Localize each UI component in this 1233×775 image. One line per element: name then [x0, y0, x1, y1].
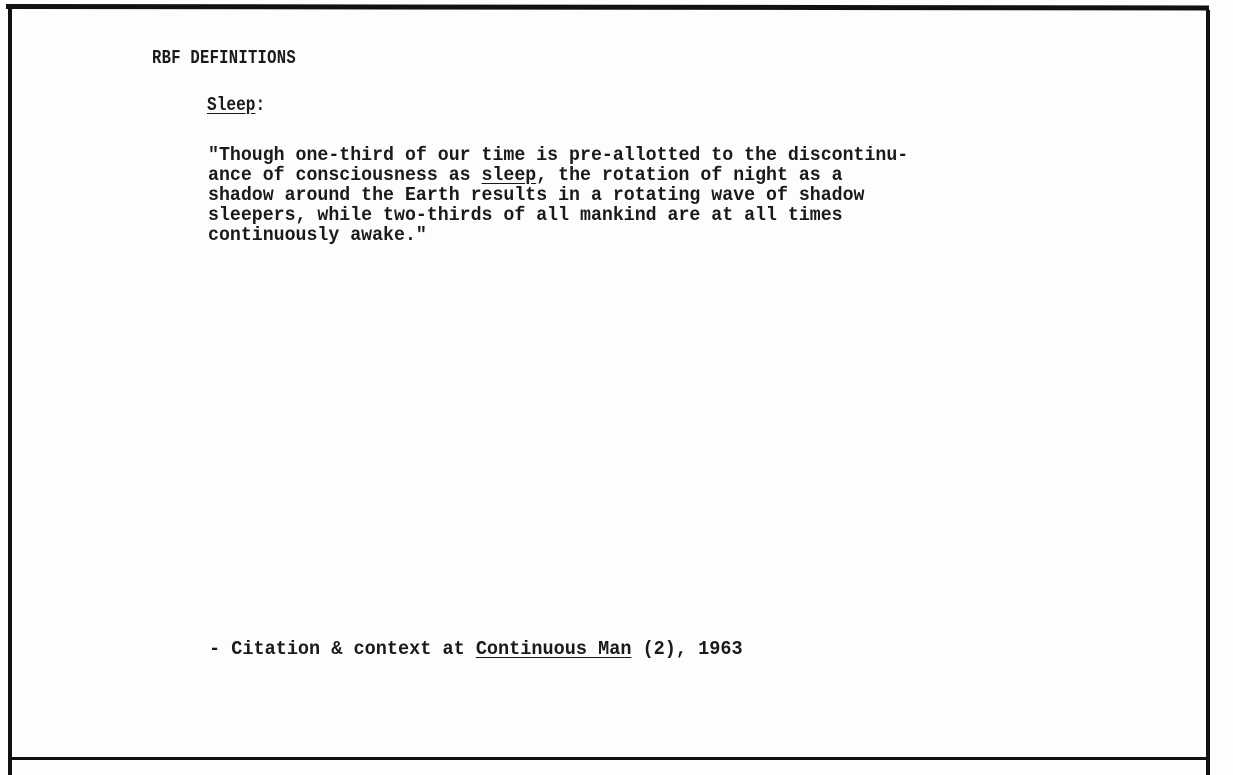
card-border-right	[1206, 10, 1210, 775]
defined-term	[207, 94, 265, 116]
citation-suffix: (2), 1963	[631, 638, 743, 660]
quote-line-2-pre: ance of consciousness as	[208, 164, 482, 186]
card-border-bottom	[8, 757, 1210, 760]
quote-highlight-term: sleep	[481, 164, 537, 186]
card-border-top	[6, 4, 1209, 10]
citation-line	[209, 638, 743, 660]
quote-line-5: continuously awake."	[208, 224, 427, 246]
citation-source-title: Continuous Man	[475, 638, 632, 660]
card-heading: RBF DEFINITIONS	[152, 47, 296, 69]
quote-line-2-post: , the rotation of night as a	[536, 164, 843, 186]
definition-quote	[208, 145, 957, 245]
citation-prefix: - Citation & context at	[209, 638, 476, 660]
defined-term-word: Sleep	[207, 94, 256, 116]
defined-term-colon: :	[255, 94, 266, 116]
quote-line-1: "Though one-third of our time is pre-allotted to the discontinu-	[208, 144, 909, 166]
quote-line-3: shadow around the Earth results in a rotating wave of shadow	[208, 184, 865, 206]
quote-line-2	[208, 165, 908, 185]
card-border-left	[8, 6, 12, 775]
quote-line-4: sleepers, while two-thirds of all mankind are at all times	[208, 204, 843, 226]
